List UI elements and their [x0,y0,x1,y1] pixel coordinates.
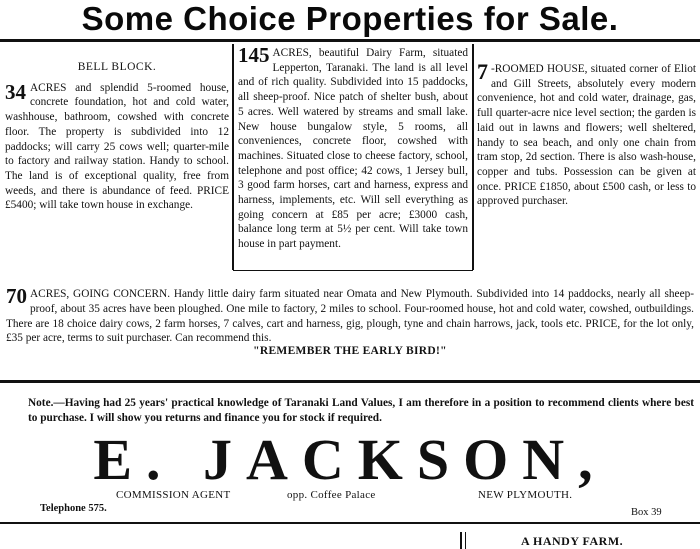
agent-telephone: Telephone 575. [40,503,107,514]
column-lepperton [238,43,468,252]
listing-body: ACRES, GOING CONCERN. Handy little dairy farm situated near Omata and New Plymouth. Subdivided into 14 paddocks, nearly all sheep-proof, about 35 acres have been ploughed. One mile to factory, 2 miles to school. Four-roomed house, hot and cold water, cowshed, outbuildings. There are 18 choice dairy cows, 2 farm horses, 7 calves, cart and harness, gig, plough, tyne and chain harrows, jack, tools etc. PRICE, for the lot only, £35 per acre, terms to suit purchaser. Can recommend this. [6,288,694,345]
bottom-rule [0,522,700,524]
lead-number: 34 [5,79,26,104]
listing-body: ACRES and splendid 5-roomed house, concrete foundation, hot and cold water, washhouse, bathroom, cowshed with concrete floor. The property is subdivided into 12 paddocks; will carry 25 cows well; quarter-mile to factory and railway station. Handy to school. The land is of exceptional quality, free from weeds, and there is abundance of feed. PRICE £5400; will take town house in exchange. [5,81,229,212]
agent-town: NEW PLYMOUTH. [478,489,573,501]
note-label: Note.— [28,397,65,409]
agent-address: opp. Coffee Palace [287,489,376,501]
columns-bottom-rule [233,270,473,271]
column-roomed-house [477,59,696,209]
lead-number: 7 [477,59,488,84]
lead-number: 70 [6,284,27,308]
listing-text [477,59,696,209]
column-divider-1 [232,44,234,270]
column-title: BELL BLOCK. [77,61,157,73]
listing-body: -ROOMED HOUSE, situated corner of Eliot and Gill Streets, absolutely every modern convenience, hot and cold water, drainage, gas, full quarter-acre nice level section; the garden is laid out in lawns and flowers; well sheltered, handy to sea beach, and only one chain from tram stop, 2d section. There is also wash-house, copper and tubs. Possession can be given at once. PRICE £1850, about £500 cash, or less to approved purchaser. [477,63,696,208]
agent-role: COMMISSION AGENT [116,489,231,501]
listing-text [5,81,229,213]
next-listing-heading: A HANDY FARM. [521,534,624,548]
column-bell-block [5,60,229,213]
agent-name: E. JACKSON, [93,427,607,492]
listing-body: ACRES, beautiful Dairy Farm, situated Lepperton, Taranaki. The land is all level and of rich quality. Subdivided into 15 paddocks, all sheep-proof. Nice patch of shelter bush, about 5 acres. Well watered by streams and small lake. New house bungalow style, 5 rooms, all conveniences, concrete floor, cowshed with machines. Situated close to cheese factory, school, telephone and post office; 42 cows, 1 Jersey bull, 3 good farm horses, cart and harness, express and harness, implements, etc. Will sell everything as going concern at £85 per acre; £3000 cash, balance long term at 5½ per cent. Will take town house in part payment. [238,47,468,251]
bottom-divider [460,532,462,549]
motto: "REMEMBER THE EARLY BIRD!" [253,345,447,357]
page-headline: Some Choice Properties for Sale. [81,0,619,37]
listing-going-concern [6,284,694,346]
bottom-divider-2 [465,532,466,549]
column-divider-2 [472,44,474,270]
note-paragraph [28,396,694,425]
top-rule [0,39,700,42]
note-text: Having had 25 years' practical knowledge of Taranaki Land Values, I am therefore in a position to recommend clients where best to purchase. I will show you returns and finance you for stock if required. [28,397,694,424]
mid-rule [0,380,700,383]
lead-number: 145 [238,43,270,67]
agent-box: Box 39 [631,507,662,518]
listing-text [238,43,468,252]
